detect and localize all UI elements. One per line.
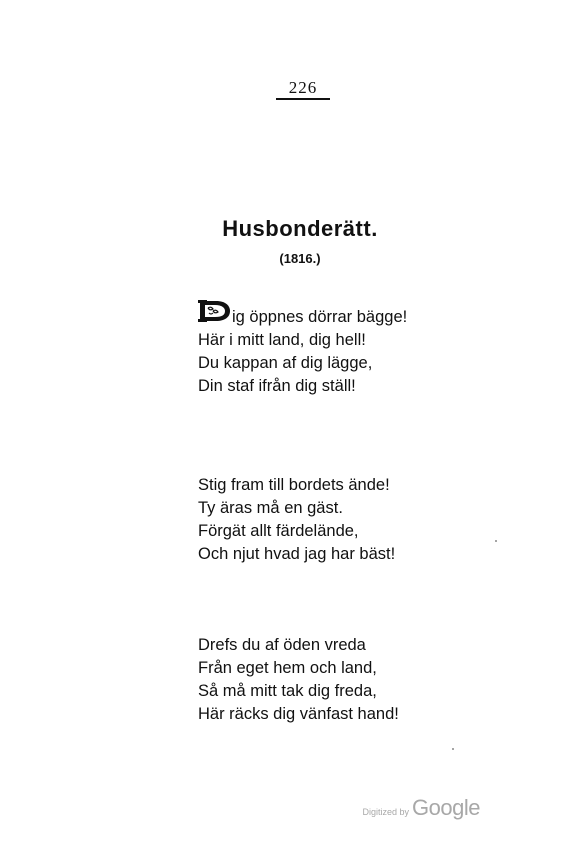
- stanza-2-line-3: Förgät allt färdelände,: [198, 522, 359, 540]
- page-number-rule: [276, 98, 330, 100]
- watermark-prefix: Digitized by: [362, 807, 410, 817]
- stanza-2: [198, 474, 395, 566]
- stanza-1-line-3: Du kappan af dig lägge,: [198, 354, 373, 372]
- stanza-1: [198, 303, 407, 398]
- stanza-1-line-2: Här i mitt land, dig hell!: [198, 331, 366, 349]
- decorated-initial-icon: [198, 303, 232, 325]
- stanza-1-line-1: [198, 303, 407, 329]
- stanza-3-line-1: Drefs du af öden vreda: [198, 636, 366, 654]
- poem-year: (1816.): [279, 251, 321, 266]
- stanza-2-line-1: Stig fram till bordets ände!: [198, 476, 390, 494]
- digitized-watermark: [363, 795, 480, 821]
- stanza-1-line-1-text: ig öppnes dörrar bägge!: [232, 308, 408, 326]
- stanza-2-line-4: Och njut hvad jag har bäst!: [198, 545, 396, 563]
- stanza-3-line-3: Så må mitt tak dig freda,: [198, 682, 377, 700]
- google-logo: Google: [412, 795, 480, 820]
- page-number: 226: [288, 78, 318, 97]
- poem-title: Husbonderätt.: [222, 216, 378, 241]
- stanza-2-line-2: Ty äras må en gäst.: [198, 499, 343, 517]
- page-speck: [495, 540, 497, 542]
- stanza-3-line-4: Här räcks dig vänfast hand!: [198, 705, 399, 723]
- stanza-3: [198, 634, 399, 726]
- page-speck: [452, 748, 454, 750]
- stanza-1-line-4: Din staf ifrån dig ställ!: [198, 377, 356, 395]
- stanza-3-line-2: Från eget hem och land,: [198, 659, 377, 677]
